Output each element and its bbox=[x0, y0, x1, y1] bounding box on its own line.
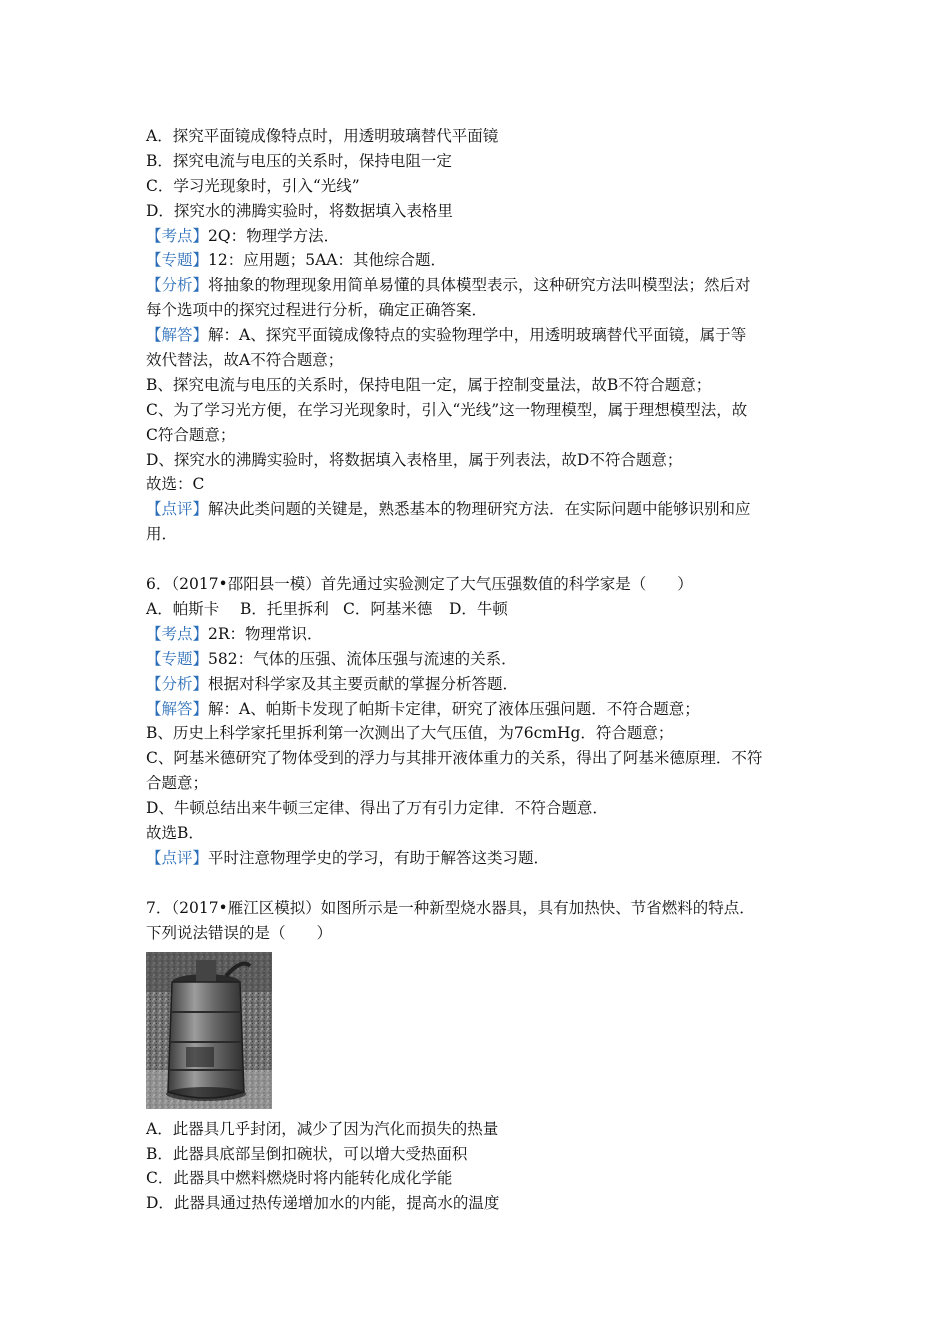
q5-option-a: A．探究平面镜成像特点时，用透明玻璃替代平面镜 bbox=[146, 127, 499, 145]
q6-jieda-line-4: 合题意； bbox=[146, 774, 209, 793]
spacer bbox=[146, 871, 816, 896]
dianping-tag: 【点评】 bbox=[146, 848, 209, 867]
jieda-tag: 【解答】 bbox=[146, 326, 209, 345]
q5-jieda-line-3: B、探究电流与电压的关系时，保持电阻一定，属于控制变量法，故B不符合题意； bbox=[146, 375, 712, 394]
spacer bbox=[146, 547, 816, 572]
dianping-text: 解决此类问题的关键是，熟悉基本的物理研究方法．在实际问题中能够识别和应 bbox=[208, 500, 751, 519]
zhuanti-text: 582：气体的压强、流体压强与流速的关系． bbox=[208, 649, 517, 668]
kettle-photo bbox=[146, 952, 272, 1109]
fenxi-text: 将抽象的物理现象用简单易懂的具体模型表示，这种研究方法叫模型法；然后对 bbox=[208, 276, 751, 295]
kaodian-tag: 【考点】 bbox=[146, 624, 209, 643]
q5-option-d: D．探究水的沸腾实验时，将数据填入表格里 bbox=[146, 201, 453, 220]
q6-option-b: B．托里拆利 bbox=[240, 600, 329, 619]
kaodian-tag: 【考点】 bbox=[146, 226, 209, 245]
q6-option-a: A．帕斯卡 bbox=[146, 600, 220, 619]
q5-fenxi-cont: 每个选项中的探究过程进行分析，确定正确答案． bbox=[146, 301, 488, 320]
q6-answer: 故选B． bbox=[146, 824, 204, 843]
jieda-tag: 【解答】 bbox=[146, 699, 209, 718]
q6-jieda bbox=[146, 697, 816, 722]
dianping-text: 平时注意物理学史的学习，有助于解答这类习题． bbox=[208, 848, 550, 867]
q7-option-d: D．此器具通过热传递增加水的内能，提高水的温度 bbox=[146, 1194, 500, 1213]
kaodian-text: 2R：物理常识． bbox=[208, 624, 323, 643]
q5-option-c: C．学习光现象时，引入“光线” bbox=[146, 176, 360, 195]
q6-jieda-line-5: D、牛顿总结出来牛顿三定律、得出了万有引力定律．不符合题意． bbox=[146, 799, 608, 818]
q5-zhuanti bbox=[146, 248, 816, 273]
document-page bbox=[146, 124, 816, 1216]
q6-jieda-line-2: B、历史上科学家托里拆利第一次测出了大气压值，为76cmHg．符合题意； bbox=[146, 724, 674, 743]
q7-stem: 7．（2017•雁江区模拟）如图所示是一种新型烧水器具，具有加热快、节省燃料的特点． bbox=[146, 898, 755, 917]
q6-option-d: D．牛顿 bbox=[449, 600, 508, 619]
q5-jieda-line-4: C、为了学习光方便，在学习光现象时，引入“光线”这一物理模型，属于理想模型法，故 bbox=[146, 400, 748, 419]
q6-options bbox=[146, 597, 816, 622]
q6-dianping bbox=[146, 846, 816, 871]
q5-jieda-line-5: C符合题意； bbox=[146, 425, 236, 444]
q5-option-b: B．探究电流与电压的关系时，保持电阻一定 bbox=[146, 151, 452, 170]
q5-jieda-line-6: D、探究水的沸腾实验时，将数据填入表格里，属于列表法，故D不符合题意； bbox=[146, 450, 683, 469]
q6-kaodian bbox=[146, 622, 816, 647]
fenxi-tag: 【分析】 bbox=[146, 276, 209, 295]
q5-kaodian bbox=[146, 224, 816, 249]
dianping-tag: 【点评】 bbox=[146, 500, 209, 519]
fenxi-text: 根据对科学家及其主要贡献的掌握分析答题． bbox=[208, 674, 519, 693]
q5-dianping bbox=[146, 497, 816, 522]
q6-option-c: C．阿基米德 bbox=[343, 600, 433, 619]
q5-jieda-line-2: 效代替法，故A不符合题意； bbox=[146, 351, 344, 370]
q7-option-b: B．此器具底部呈倒扣碗状，可以增大受热面积 bbox=[146, 1144, 468, 1163]
q6-zhuanti bbox=[146, 647, 816, 672]
jieda-text: 解：A、帕斯卡发现了帕斯卡定律，研究了液体压强问题．不符合题意； bbox=[208, 699, 700, 718]
q6-stem: 6．（2017•邵阳县一模）首先通过实验测定了大气压强数值的科学家是（ ） bbox=[146, 575, 693, 594]
q5-dianping-cont: 用． bbox=[146, 525, 178, 544]
zhuanti-tag: 【专题】 bbox=[146, 251, 209, 270]
q7-stem-cont: 下列说法错误的是（ ） bbox=[146, 923, 333, 942]
jieda-text: 解：A、探究平面镜成像特点的实验物理学中，用透明玻璃替代平面镜，属于等 bbox=[208, 326, 747, 345]
q7-option-a: A．此器具几乎封闭，减少了因为汽化而损失的热量 bbox=[146, 1119, 499, 1138]
q6-jieda-line-3: C、阿基米德研究了物体受到的浮力与其排开液体重力的关系，得出了阿基米德原理．不符 bbox=[146, 749, 763, 768]
q5-jieda bbox=[146, 323, 816, 348]
zhuanti-text: 12：应用题；5AA：其他综合题． bbox=[208, 251, 446, 270]
q5-fenxi bbox=[146, 273, 816, 298]
q6-fenxi bbox=[146, 672, 816, 697]
kaodian-text: 2Q：物理学方法． bbox=[208, 226, 340, 245]
zhuanti-tag: 【专题】 bbox=[146, 649, 209, 668]
q7-option-c: C．此器具中燃料燃烧时将内能转化成化学能 bbox=[146, 1169, 453, 1188]
q5-answer: 故选：C bbox=[146, 475, 205, 494]
fenxi-tag: 【分析】 bbox=[146, 674, 209, 693]
